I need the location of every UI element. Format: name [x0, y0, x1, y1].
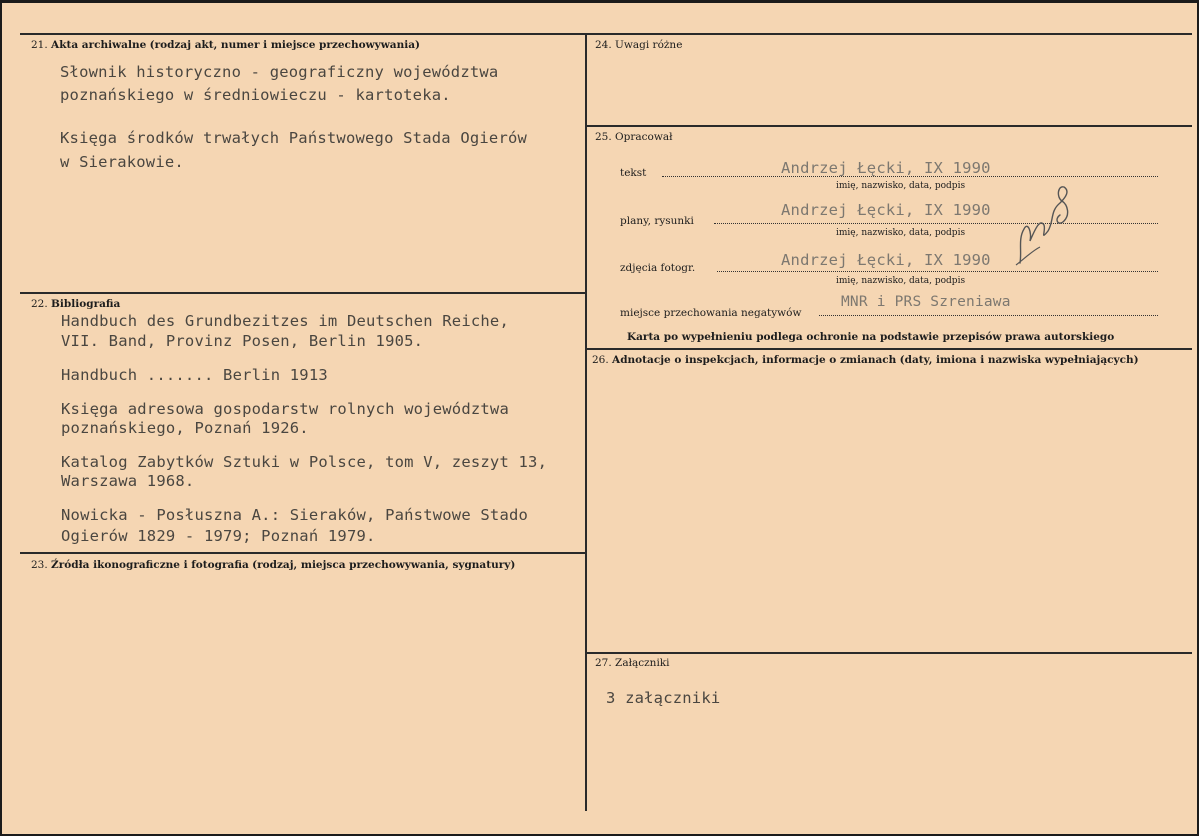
handwritten-signature — [1010, 181, 1080, 271]
s25-row-plany-value: Andrzej Łęcki, IX 1990 — [781, 201, 991, 219]
s21-line-2: poznańskiego w średniowieczu - kartoteka. — [60, 86, 451, 104]
s22-line-2: VII. Band, Provinz Posen, Berlin 1905. — [61, 332, 424, 350]
s21-line-4: w Sierakowie. — [60, 153, 184, 171]
s27-value: 3 załączniki — [606, 689, 721, 707]
s27-label: 27. Załączniki — [595, 657, 670, 669]
s25-negatives-label: miejsce przechowania negatywów — [620, 307, 802, 319]
s24-label: 24. Uwagi różne — [595, 39, 683, 51]
s25-negatives-line — [819, 315, 1158, 316]
s25-row-zdjecia-line — [717, 271, 1158, 272]
s25-row-plany-label: plany, rysunki — [620, 215, 694, 227]
top-rule — [20, 33, 1192, 35]
s25-row-tekst-label: tekst — [620, 167, 647, 179]
s21-line-1: Słownik historyczno - geograficzny województwa — [60, 63, 499, 81]
rule-25-26 — [587, 348, 1192, 350]
s25-row-tekst-value: Andrzej Łęcki, IX 1990 — [781, 159, 991, 177]
s22-line-1: Handbuch des Grundbezitzes im Deutschen Reiche, — [61, 312, 509, 330]
s21-label: 21. Akta archiwalne (rodzaj akt, numer i miejsce przechowywania) — [31, 39, 420, 51]
s25-row-zdjecia-value: Andrzej Łęcki, IX 1990 — [781, 251, 991, 269]
column-divider — [585, 33, 587, 811]
s22-label: 22. Bibliografia — [31, 298, 121, 310]
s23-label: 23. Źródła ikonograficzne i fotografia (rodzaj, miejsca przechowywania, sygnatury) — [31, 559, 516, 571]
s25-row-zdjecia-label: zdjęcia fotogr. — [620, 262, 696, 274]
s22-line-5: poznańskiego, Poznań 1926. — [61, 419, 309, 437]
s25-negatives-value: MNR i PRS Szreniawa — [841, 294, 1011, 310]
rule-22-23 — [20, 552, 587, 554]
rule-21-22 — [20, 292, 587, 294]
rule-24-25 — [587, 125, 1192, 127]
s25-label: 25. Opracował — [595, 131, 673, 143]
s22-line-3: Handbuch ....... Berlin 1913 — [61, 366, 328, 384]
s21-line-3: Księga środków trwałych Państwowego Stada Ogierów — [60, 129, 528, 147]
s25-row-plany-caption: imię, nazwisko, data, podpis — [836, 228, 966, 238]
s25-row-zdjecia-caption: imię, nazwisko, data, podpis — [836, 276, 966, 286]
s22-line-9: Ogierów 1829 - 1979; Poznań 1979. — [61, 527, 376, 545]
s25-row-tekst-caption: imię, nazwisko, data, podpis — [836, 181, 966, 191]
s25-row-plany-line — [714, 223, 1158, 224]
s22-line-7: Warszawa 1968. — [61, 472, 195, 490]
rule-26-27 — [587, 652, 1192, 654]
s22-line-6: Katalog Zabytków Sztuki w Polsce, tom V, zeszyt 13, — [61, 453, 548, 471]
s26-label: 26. Adnotacje o inspekcjach, informacje o zmianach (daty, imiona i nazwiska wypełniających) — [592, 354, 1139, 366]
record-card — [2, 3, 1197, 834]
s25-copyright-note: Karta po wypełnieniu podlega ochronie na podstawie przepisów prawa autorskiego — [627, 331, 1115, 343]
s22-line-4: Księga adresowa gospodarstw rolnych województwa — [61, 400, 509, 418]
s22-line-8: Nowicka - Posłuszna A.: Sieraków, Państwowe Stado — [61, 506, 529, 524]
